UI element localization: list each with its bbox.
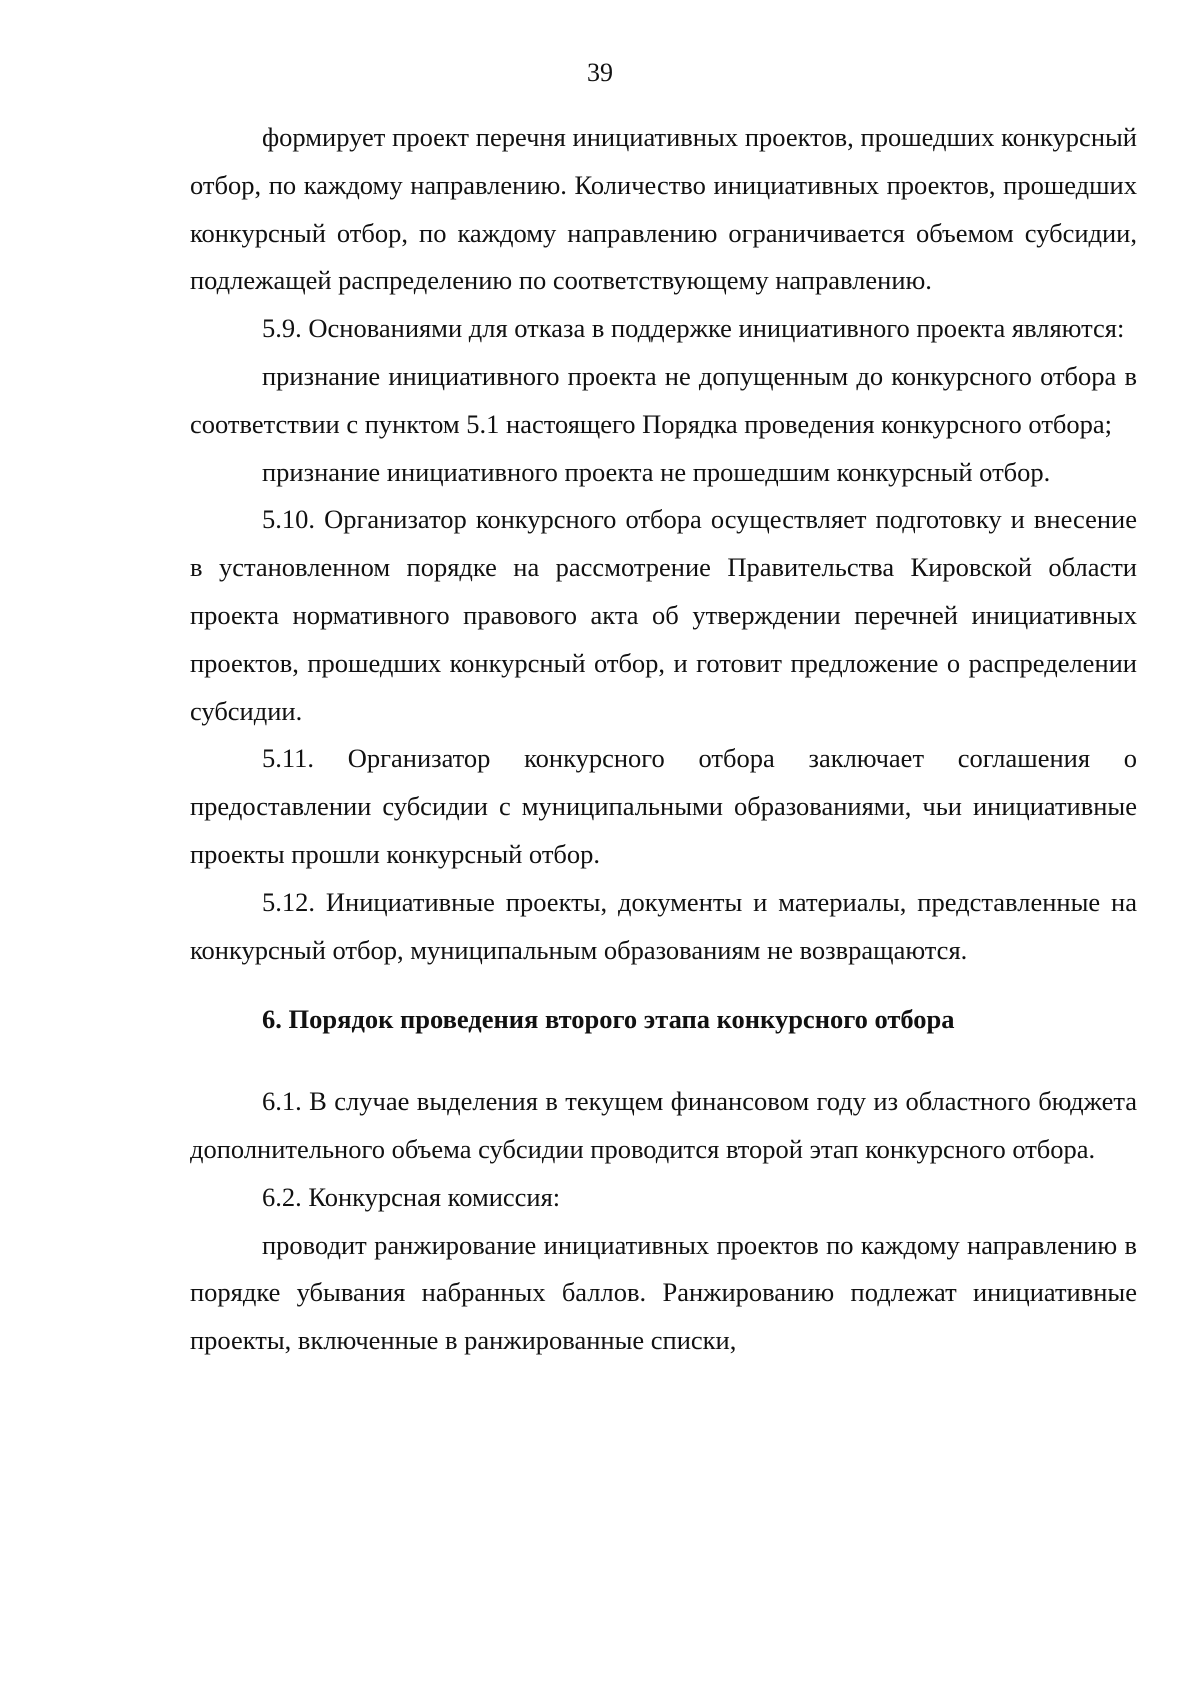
paragraph-6-2-item-1: проводит ранжирование инициативных проектов по каждому направлению в порядке убывания набранных баллов. Ранжированию подлежат инициативные проекты, включенные в ранжированные списки, xyxy=(190,1229,1137,1356)
page-number: 39 xyxy=(587,58,613,87)
section-heading: 6. Порядок проведения второго этапа конкурсного отбора xyxy=(262,1004,955,1035)
paragraph-5-9-item-2: признание инициативного проекта не прошедшим конкурсный отбор. xyxy=(262,456,1051,487)
paragraph-6-2: 6.2. Конкурсная комиссия: xyxy=(262,1181,561,1212)
document-body xyxy=(190,114,1137,1365)
paragraph-6-1: 6.1. В случае выделения в текущем финансовом году из областного бюджета дополнительного объема субсидии проводится второй этап конкурсного отбора. xyxy=(190,1086,1137,1164)
paragraph-5-11: 5.11. Организатор конкурсного отбора заключает соглашения о предоставлении субсидии с муниципальными образованиями, чьи инициативные проекты прошли конкурсный отбор. xyxy=(190,743,1137,869)
paragraph-5-12: 5.12. Инициативные проекты, документы и материалы, представленные на конкурсный отбор, муниципальным образованиям не возвращаются. xyxy=(190,886,1137,965)
paragraph-5-10: 5.10. Организатор конкурсного отбора осуществляет подготовку и внесение в установленном порядке на рассмотрение Правительства Кировской области проекта нормативного правового акта об утверждении перечней инициативных проектов, прошедших конкурсный отбор, и готовит предложение о распределении субсидии. xyxy=(190,504,1137,726)
paragraph-5-9-item-1: признание инициативного проекта не допущенным до конкурсного отбора в соответствии с пунктом 5.1 настоящего Порядка проведения конкурсного отбора; xyxy=(190,360,1137,439)
paragraph-5-9: 5.9. Основаниями для отказа в поддержке инициативного проекта являются: xyxy=(262,313,1125,344)
paragraph-continuation: формирует проект перечня инициативных проектов, прошедших конкурсный отбор, по каждому направлению. Количество инициативных проектов, прошедших конкурсный отбор, по каждому направлению ограничивается объемом субсидии, подлежащей распределению по соответствующему направлению. xyxy=(190,122,1137,296)
